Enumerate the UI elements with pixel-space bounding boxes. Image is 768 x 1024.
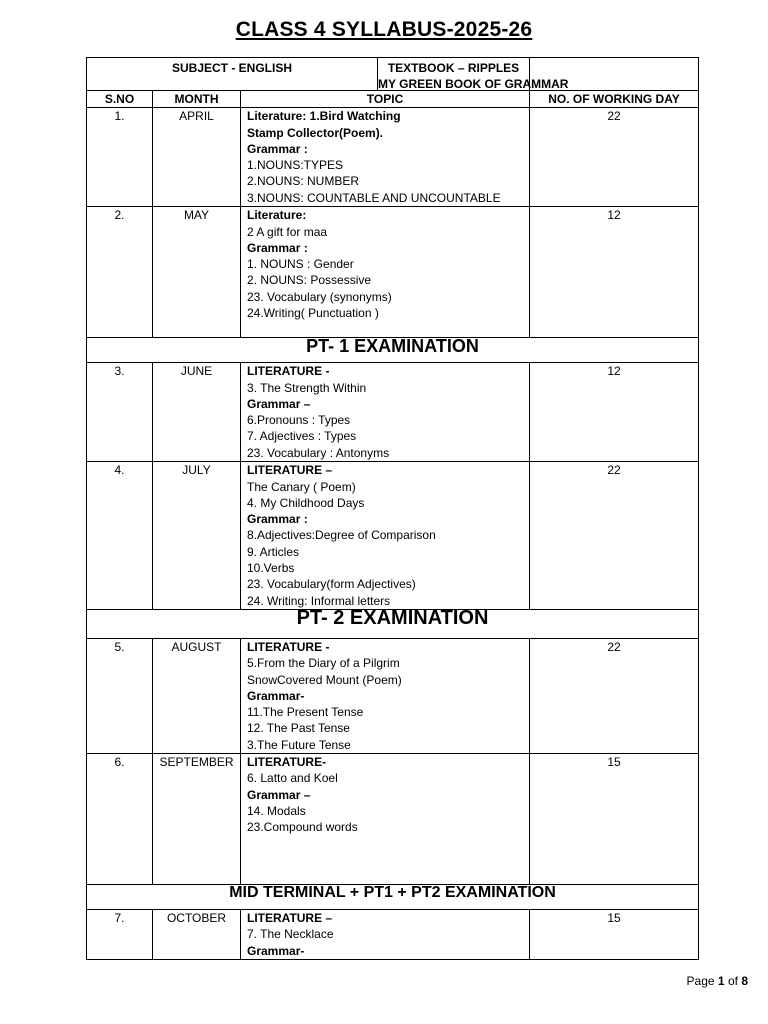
column-header-row	[87, 91, 699, 108]
exam-pt2-label: PT- 2 EXAMINATION	[87, 609, 699, 638]
table-row	[87, 462, 699, 610]
topic-line: 9. Articles	[247, 544, 300, 559]
days-cell: 12	[530, 363, 699, 462]
topic-line: Grammar-	[247, 688, 305, 703]
topic-line: 4. My Childhood Days	[247, 495, 365, 510]
table-row	[87, 638, 699, 753]
exam-row	[87, 609, 699, 638]
of-word: of	[727, 974, 738, 988]
topic-line: 2. NOUNS: Possessive	[247, 273, 372, 288]
topic-line: LITERATURE –	[247, 911, 333, 926]
topic-cell	[241, 363, 530, 462]
topic-line: 24. Writing: Informal letters	[247, 593, 391, 608]
page-number: 1	[717, 974, 725, 988]
sno-cell: 6.	[87, 754, 153, 885]
topic-line: 3. The Strength Within	[247, 380, 367, 395]
sno-cell: 2.	[87, 207, 153, 338]
col-sno: S.NO	[87, 91, 153, 108]
sno-cell: 1.	[87, 108, 153, 207]
table-row	[87, 363, 699, 462]
table-row	[87, 910, 699, 960]
month-cell: JULY	[153, 462, 241, 610]
topic-cell	[241, 910, 530, 960]
topic-line: Literature: 1.Bird Watching	[247, 109, 401, 124]
topic-line: SnowCovered Mount (Poem)	[247, 672, 402, 687]
topic-line: 5.From the Diary of a Pilgrim	[247, 656, 400, 671]
topic-line: Literature:	[247, 208, 307, 223]
topic-line: Grammar –	[247, 396, 311, 411]
topic-cell	[241, 207, 530, 338]
subject-label: SUBJECT - ENGLISH	[171, 61, 292, 75]
topic-cell	[241, 638, 530, 753]
topic-line: 12. The Past Tense	[247, 721, 350, 736]
topic-cell	[241, 754, 530, 885]
topic-line: 23.Compound words	[247, 820, 358, 835]
table-row	[87, 108, 699, 207]
topic-line: 23. Vocabulary(form Adjectives)	[247, 577, 416, 592]
days-cell: 15	[530, 754, 699, 885]
topic-cell	[241, 462, 530, 610]
page-word: Page	[686, 974, 715, 988]
textbook-label: TEXTBOOK – RIPPLES	[387, 61, 520, 75]
month-cell: AUGUST	[153, 638, 241, 753]
topic-line: 23. Vocabulary : Antonyms	[247, 445, 390, 460]
topic-line: 3.NOUNS: COUNTABLE AND UNCOUNTABLE	[247, 190, 501, 205]
topic-line: 11.The Present Tense	[247, 705, 364, 720]
col-month: MONTH	[153, 91, 241, 108]
month-cell: OCTOBER	[153, 910, 241, 960]
table-row	[87, 207, 699, 338]
topic-line: 14. Modals	[247, 803, 306, 818]
exam-row	[87, 885, 699, 910]
topic-line: Grammar :	[247, 512, 308, 527]
sno-cell: 5.	[87, 638, 153, 753]
topic-line: 2.NOUNS: NUMBER	[247, 174, 360, 189]
topic-line: 1. NOUNS : Gender	[247, 257, 354, 272]
topic-line: 23. Vocabulary (synonyms)	[247, 289, 392, 304]
topic-line: LITERATURE –	[247, 463, 333, 478]
page-footer	[687, 974, 748, 988]
topic-line: Grammar :	[247, 141, 308, 156]
topic-line: LITERATURE -	[247, 364, 330, 379]
days-cell: 22	[530, 638, 699, 753]
syllabus-table	[86, 57, 699, 960]
month-cell: SEPTEMBER	[153, 754, 241, 885]
subject-header-row	[87, 58, 699, 91]
table-row	[87, 754, 699, 885]
topic-line: Grammar :	[247, 240, 308, 255]
subject-cell	[87, 58, 569, 92]
exam-mid-label: MID TERMINAL + PT1 + PT2 EXAMINATION	[87, 885, 699, 910]
month-cell: APRIL	[153, 108, 241, 207]
days-cell: 22	[530, 462, 699, 610]
col-topic: TOPIC	[241, 91, 530, 108]
month-cell: JUNE	[153, 363, 241, 462]
topic-line: 1.NOUNS:TYPES	[247, 158, 344, 173]
days-cell: 12	[530, 207, 699, 338]
topic-line: 6.Pronouns : Types	[247, 413, 351, 428]
topic-line: Grammar-	[247, 943, 305, 958]
topic-line: 8.Adjectives:Degree of Comparison	[247, 528, 436, 543]
sno-cell: 4.	[87, 462, 153, 610]
page-title: CLASS 4 SYLLABUS-2025-26	[235, 18, 533, 41]
days-cell: 15	[530, 910, 699, 960]
topic-cell	[241, 108, 530, 207]
topic-line: LITERATURE-	[247, 755, 327, 770]
exam-row	[87, 338, 699, 363]
sno-cell: 7.	[87, 910, 153, 960]
topic-line: LITERATURE -	[247, 639, 330, 654]
topic-line: The Canary ( Poem)	[247, 479, 356, 494]
topic-line: 10.Verbs	[247, 561, 295, 576]
col-days: NO. OF WORKING DAY	[530, 91, 699, 108]
sno-cell: 3.	[87, 363, 153, 462]
topic-line: 3.The Future Tense	[247, 737, 351, 752]
grammar-book-label: MY GREEN BOOK OF GRAMMAR	[378, 77, 569, 92]
month-cell: MAY	[153, 207, 241, 338]
days-cell: 22	[530, 108, 699, 207]
topic-line: 7. Adjectives : Types	[247, 429, 357, 444]
topic-line: 24.Writing( Punctuation )	[247, 306, 379, 321]
topic-line: 6. Latto and Koel	[247, 771, 338, 786]
topic-line: Grammar –	[247, 787, 311, 802]
topic-line: 7. The Necklace	[247, 927, 334, 942]
page-total: 8	[741, 974, 748, 988]
topic-line: Stamp Collector(Poem).	[247, 125, 384, 140]
exam-pt1-label: PT- 1 EXAMINATION	[87, 338, 699, 363]
topic-line: 2 A gift for maa	[247, 224, 328, 239]
